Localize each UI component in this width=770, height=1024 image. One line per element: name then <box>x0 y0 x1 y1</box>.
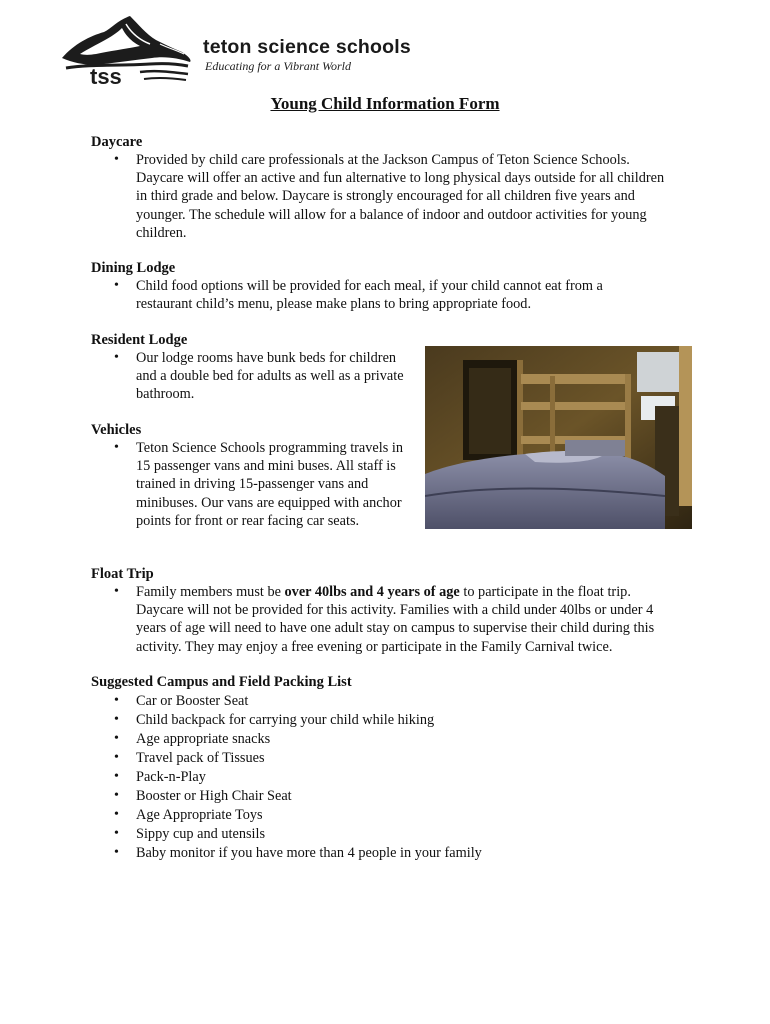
bullet-icon: • <box>114 712 119 727</box>
section-heading-daycare: Daycare <box>91 134 143 150</box>
packing-list-item: Age appropriate snacks <box>136 731 271 747</box>
section-heading-float: Float Trip <box>91 566 154 582</box>
packing-list-item: Baby monitor if you have more than 4 people in your family <box>136 845 482 861</box>
daycare-item: Provided by child care professionals at the Jackson Campus of Teton Science Schools. Daycare will offer an active and fun alternative to long physical days outside for all children in third grade and below. Daycare is strongly encouraged for all children five years and younger. The schedule will allow for a balance of indoor and outdoor activities for young children. <box>136 152 665 241</box>
packing-list-item: Age Appropriate Toys <box>136 807 263 823</box>
float-item-lead: Family members must be <box>136 584 285 600</box>
section-heading-resident: Resident Lodge <box>91 332 188 348</box>
packing-list-item: Car or Booster Seat <box>136 693 249 709</box>
packing-list-item: Child backpack for carrying your child while hiking <box>136 712 435 728</box>
bullet-icon: • <box>114 152 119 167</box>
bullet-icon: • <box>114 845 119 860</box>
float-item-rest: to participate in the float trip. Daycare will not be provided for this activity. Families with a child under 40lbs or under 4 years of age will need to have one adult stay on campus to supervise their child during this activity. They may enjoy a free evening or participate in the Family Carnival twice. <box>136 584 655 655</box>
org-tagline: Educating for a Vibrant World <box>205 59 352 73</box>
bullet-icon: • <box>114 769 119 784</box>
mountain-logo-icon <box>60 14 200 86</box>
bullet-icon: • <box>114 584 119 599</box>
bullet-icon: • <box>114 826 119 841</box>
bullet-icon: • <box>114 788 119 803</box>
section-heading-packing: Suggested Campus and Field Packing List <box>91 674 352 690</box>
packing-list-item: Travel pack of Tissues <box>136 750 265 766</box>
bullet-icon: • <box>114 693 119 708</box>
vehicles-item: Teton Science Schools programming travels in 15 passenger vans and mini buses. All staff is trained in driving 15-passenger vans and minibuses. Our vans are equipped with anchor points for front or rear facing car seats. <box>136 440 404 529</box>
lodge-room-photo <box>425 346 692 529</box>
dining-item: Child food options will be provided for each meal, if your child cannot eat from a restaurant child’s menu, please make plans to bring appropriate food. <box>136 278 603 313</box>
bullet-icon: • <box>114 350 119 365</box>
bullet-icon: • <box>114 807 119 822</box>
bullet-icon: • <box>114 278 119 293</box>
bullet-icon: • <box>114 731 119 746</box>
resident-item: Our lodge rooms have bunk beds for children and a double bed for adults as well as a private bathroom. <box>136 350 404 403</box>
section-heading-dining: Dining Lodge <box>91 260 176 276</box>
bullet-icon: • <box>114 750 119 765</box>
packing-list-item: Pack-n-Play <box>136 769 206 785</box>
tss-logo <box>60 14 440 86</box>
bullet-icon: • <box>114 440 119 455</box>
logo-abbr: tss <box>90 64 122 86</box>
section-heading-vehicles: Vehicles <box>91 422 142 438</box>
float-item <box>136 583 676 656</box>
org-name: teton science schools <box>203 36 411 58</box>
packing-list-item: Sippy cup and utensils <box>136 826 266 842</box>
page-title: Young Child Information Form <box>270 94 500 113</box>
packing-list-item: Booster or High Chair Seat <box>136 788 292 804</box>
float-item-emphasis: over 40lbs and 4 years of age <box>284 584 460 600</box>
